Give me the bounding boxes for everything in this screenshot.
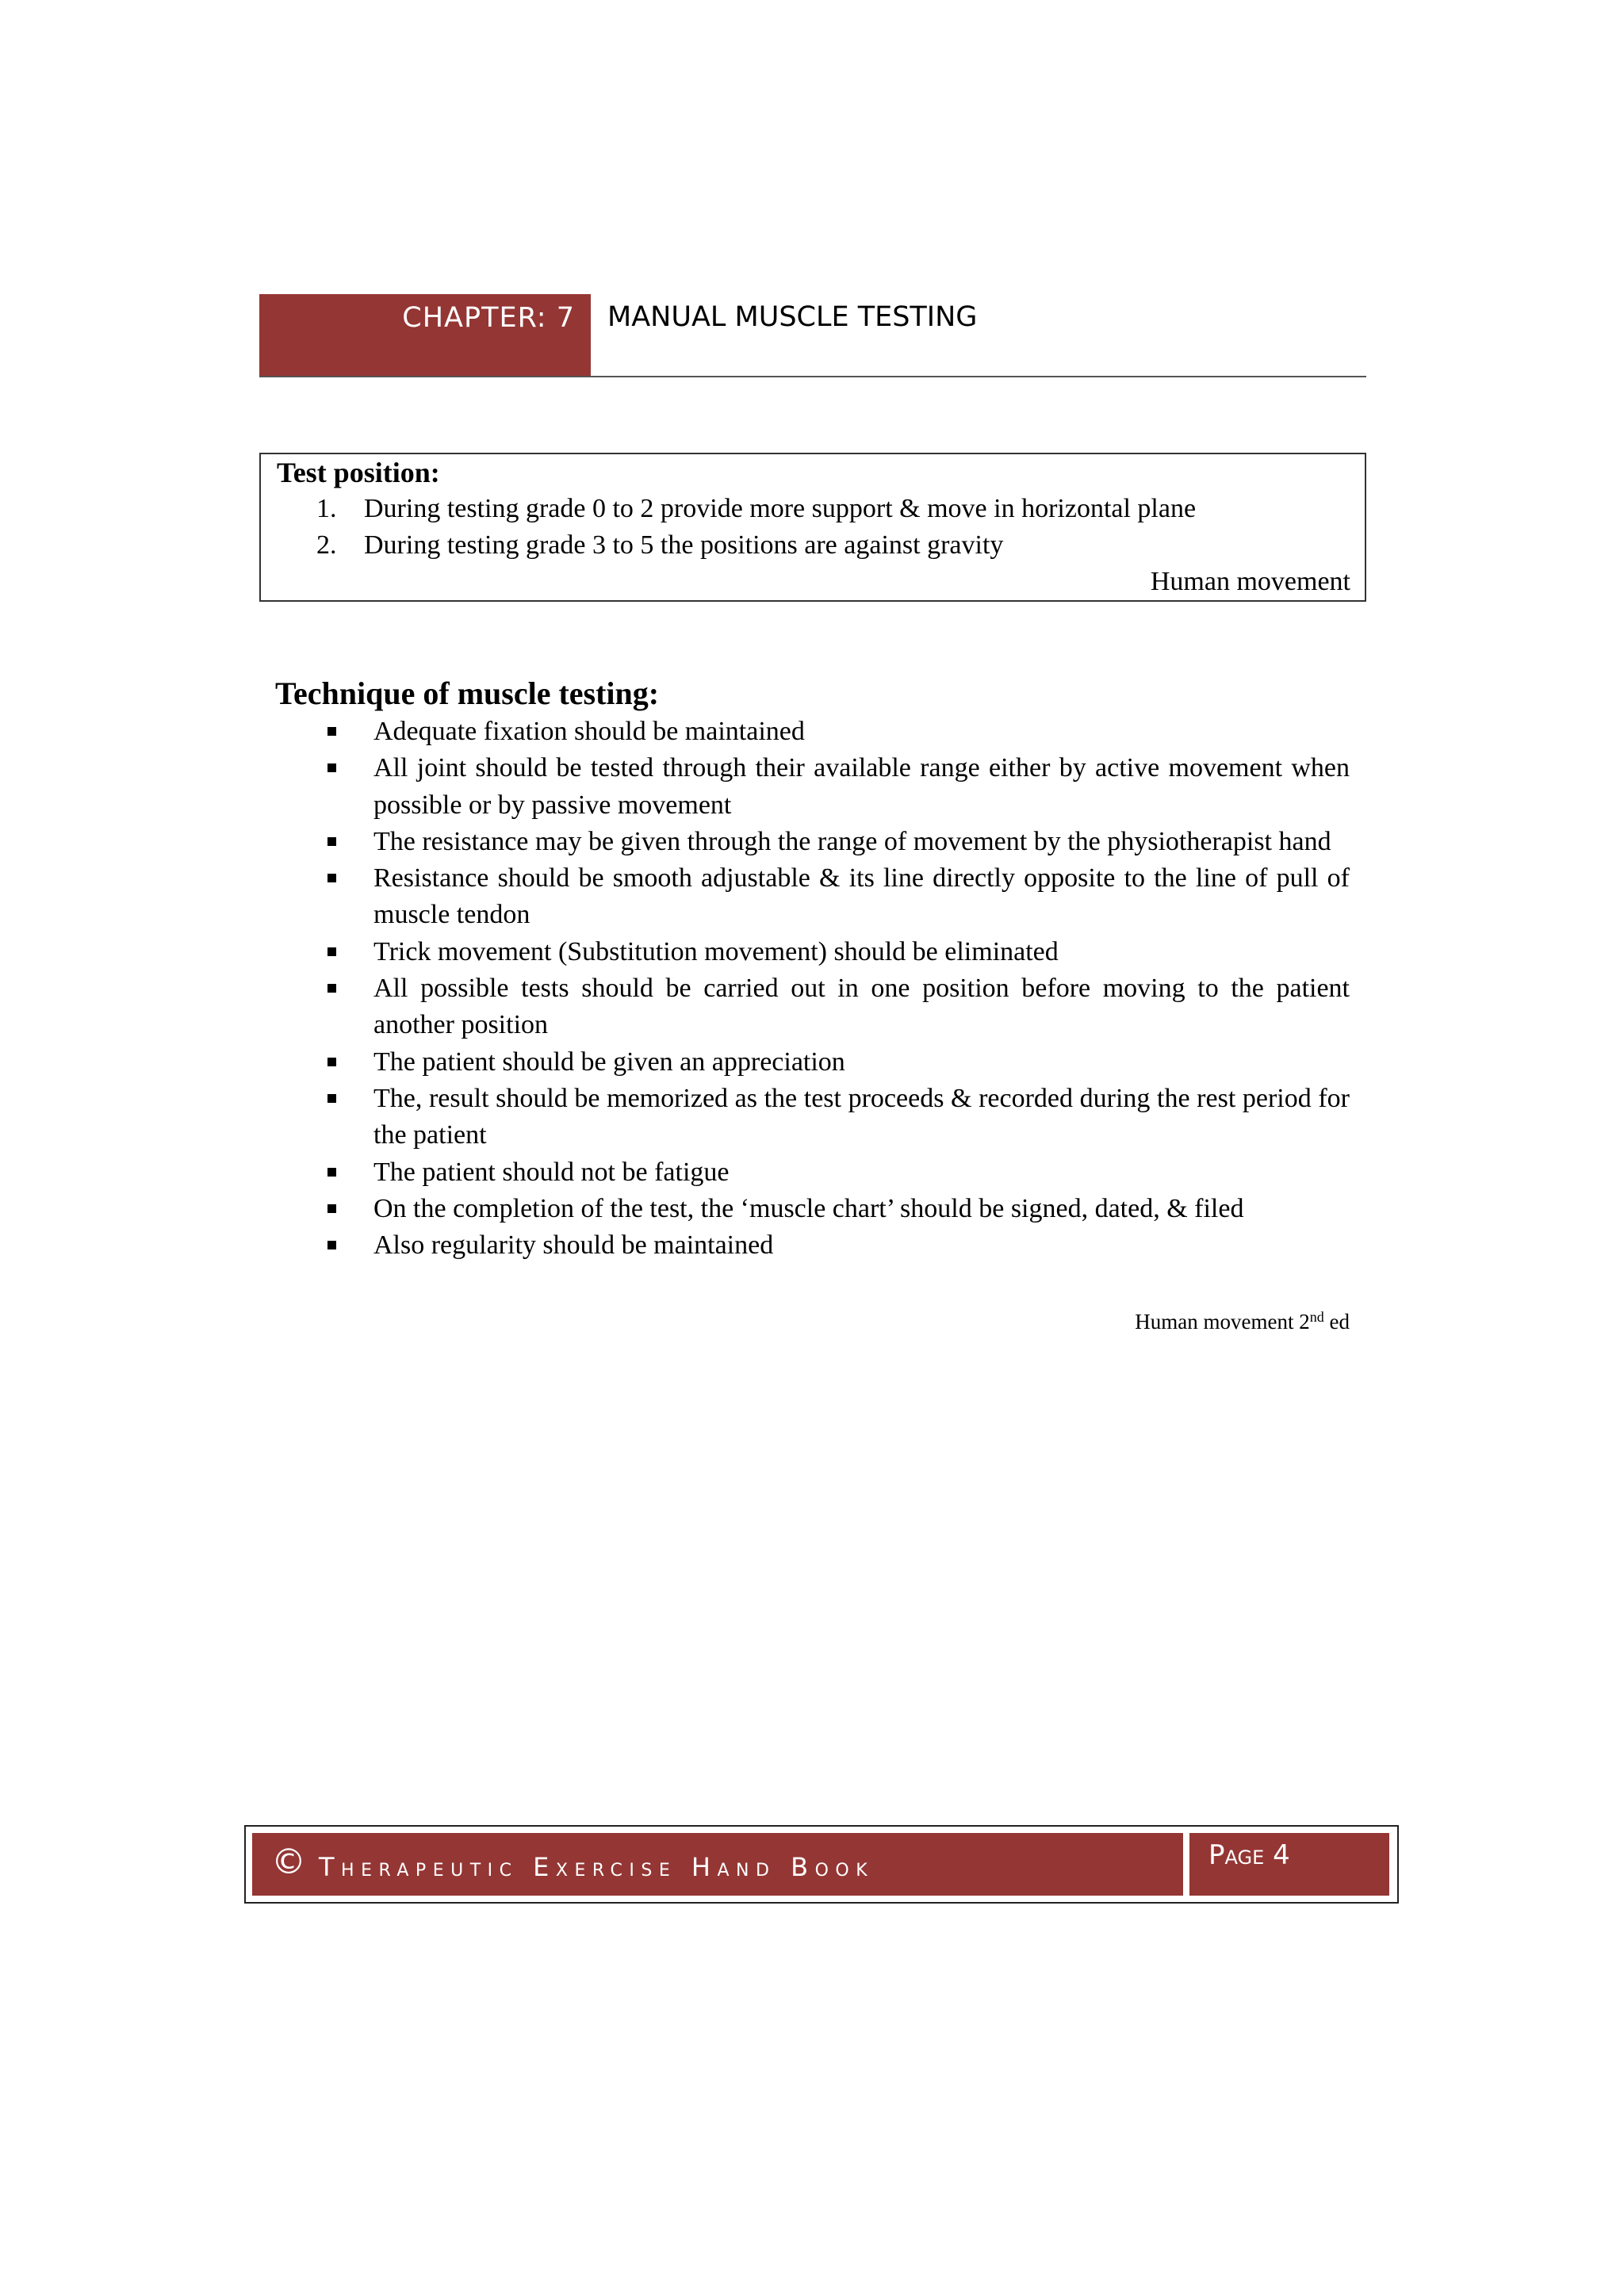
square-bullet-icon [327, 763, 336, 772]
footer-title: Therapeutic Exercise Hand Book [319, 1852, 875, 1882]
technique-item-text: Trick movement (Substitution movement) should be eliminated [373, 936, 1059, 966]
technique-item-text: Also regularity should be maintained [373, 1230, 774, 1261]
technique-source-suffix: ed [1323, 1310, 1350, 1334]
square-bullet-icon [327, 984, 336, 993]
test-position-item [316, 527, 1003, 564]
square-bullet-icon [327, 727, 336, 736]
item-number: 2. [316, 530, 337, 560]
technique-heading: Technique of muscle testing: [275, 675, 660, 711]
technique-item [275, 1154, 1350, 1191]
square-bullet-icon [327, 1204, 336, 1213]
technique-item-text: Adequate fixation should be maintained [373, 717, 805, 746]
copyright-icon: © [271, 1842, 306, 1882]
square-bullet-icon [327, 1168, 336, 1177]
square-bullet-icon [327, 1094, 336, 1103]
technique-item-text: All possible tests should be carried out in one position before moving to the patient another position [373, 974, 1350, 1040]
item-number: 1. [316, 494, 337, 523]
technique-source [1135, 1303, 1350, 1335]
technique-list [275, 714, 1350, 1264]
technique-item [275, 860, 1350, 934]
chapter-title: MANUAL MUSCLE TESTING [607, 301, 978, 333]
footer-page-box [1189, 1833, 1389, 1896]
technique-source-text: Human movement 2 [1135, 1310, 1310, 1334]
technique-item-text: The patient should not be fatigue [373, 1157, 730, 1187]
test-position-heading: Test position: [277, 457, 440, 488]
technique-item [275, 1191, 1350, 1227]
footer-title-bar [252, 1833, 1185, 1896]
header-divider [259, 376, 1366, 377]
technique-item-text: On the completion of the test, the ‘muscle chart’ should be signed, dated, & filed [373, 1193, 1244, 1223]
chapter-tab [259, 294, 591, 377]
technique-source-sup: nd [1309, 1309, 1324, 1325]
test-position-item [316, 491, 1196, 527]
technique-item [275, 714, 1350, 750]
technique-item-text: All joint should be tested through their available range either by active movement when possible or by passive movement [373, 753, 1350, 820]
square-bullet-icon [327, 1058, 336, 1066]
square-bullet-icon [327, 947, 336, 956]
technique-item-text: The resistance may be given through the range of movement by the physiotherapist hand [373, 826, 1331, 856]
test-position-box [259, 453, 1366, 602]
square-bullet-icon [327, 1241, 336, 1249]
technique-item-text: Resistance should be smooth adjustable & its line directly opposite to the line of pull of muscle tendon [373, 863, 1350, 930]
technique-item [275, 1081, 1350, 1154]
square-bullet-icon [327, 837, 336, 846]
item-text: During testing grade 0 to 2 provide more support & move in horizontal plane [364, 494, 1197, 523]
footer-separator [1183, 1833, 1186, 1896]
square-bullet-icon [327, 874, 336, 882]
page-number: Page 4 [1208, 1839, 1290, 1871]
technique-item [275, 970, 1350, 1044]
technique-item [275, 750, 1350, 824]
item-text: During testing grade 3 to 5 the positions are against gravity [364, 530, 1004, 560]
technique-item-text: The patient should be given an appreciation [373, 1047, 845, 1077]
technique-item-text: The, result should be memorized as the test proceeds & recorded during the rest period for the patient [373, 1083, 1350, 1150]
technique-item [275, 1044, 1350, 1081]
test-position-source: Human movement [1150, 567, 1350, 596]
page-footer [244, 1825, 1399, 1904]
technique-item [275, 934, 1350, 970]
technique-item [275, 824, 1350, 860]
chapter-label: CHAPTER: 7 [402, 302, 575, 334]
technique-item [275, 1227, 1350, 1264]
